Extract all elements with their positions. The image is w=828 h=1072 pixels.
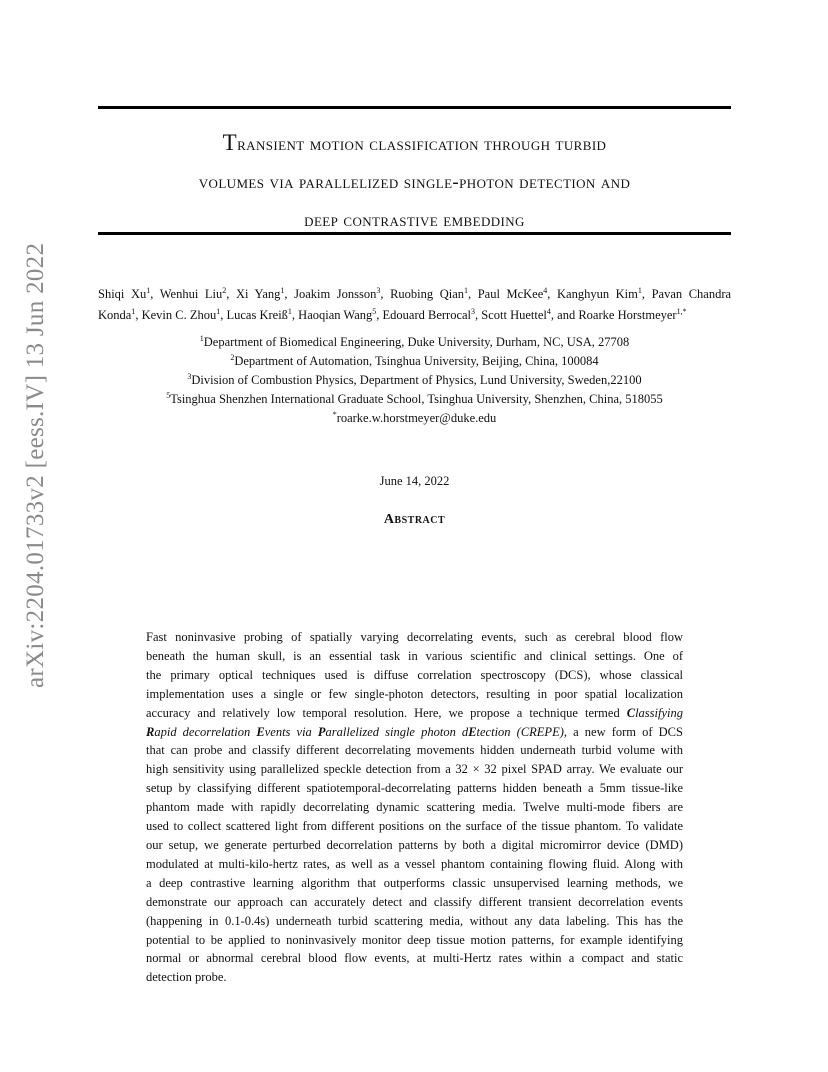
abstract-line xyxy=(146,855,683,874)
author-line: Konda$^1$, Kevin C. Zhou$^1$, Lucas Kreiß$^1$, Haoqian Wang$^5$, Edouard Berrocal$^3$, Scott Huettel$^4$, and Roarke Horstmeyer$^{1,*}$ xyxy=(98,307,687,322)
author-name: Haoqian Wang xyxy=(298,308,373,322)
abstract-line xyxy=(146,798,683,817)
arxiv-identifier: arXiv:2204.01733v2 [eess.IV] 13 Jun 2022 xyxy=(22,242,49,688)
abstract-heading: Abstract xyxy=(383,512,446,527)
affiliation-marker: 1 xyxy=(464,286,468,295)
abstract-text: detection probe. xyxy=(146,970,227,985)
abstract-text: a deep contrastive learning algorithm that outperforms classic unsupervised learning methods, we xyxy=(146,875,683,890)
abstract-line xyxy=(146,874,683,893)
abstract-text: tection (CREPE) xyxy=(476,724,564,739)
abstract-text: potential to be applied to noninvasively monitor deep tissue motion patterns, for example identifying xyxy=(146,932,683,947)
affiliation-marker: 1 xyxy=(216,307,221,316)
affiliation-text: Department of Automation, Tsinghua University, Beijing, China, 100084 xyxy=(234,354,599,368)
paper-date: June 14, 2022 xyxy=(379,474,450,488)
author-name: Joakim Jonsson xyxy=(294,287,377,301)
author-name: Shiqi Xu xyxy=(98,287,147,301)
affiliation-line xyxy=(98,371,731,390)
abstract-line xyxy=(146,779,683,798)
abstract-line xyxy=(146,760,683,779)
affiliation-marker: 1 xyxy=(199,334,204,343)
abstract-line xyxy=(146,931,683,950)
abstract-text: vents via xyxy=(264,724,318,739)
author-name: Wenhui Liu xyxy=(159,287,223,301)
author-name: Kanghyun Kim xyxy=(557,287,638,301)
affiliation-marker: 4 xyxy=(546,307,551,316)
author-name: Paul McKee xyxy=(477,287,544,301)
author-name: Roarke Horstmeyer xyxy=(578,308,677,322)
abstract-body xyxy=(146,628,683,987)
abstract-text: apid decorrelation xyxy=(154,724,257,739)
abstract-line xyxy=(146,836,683,855)
affiliation-marker: 4 xyxy=(543,286,548,295)
author-name: Pavan Chandra xyxy=(651,287,732,301)
affiliation-line xyxy=(98,409,731,428)
abstract-line xyxy=(146,968,683,987)
paper-title xyxy=(98,124,731,240)
abstract-line xyxy=(146,912,683,931)
abstract-text: that can probe and classify different decorrelating movements hidden underneath turbid volume with xyxy=(146,743,683,758)
abstract-text: normal or abnormal cerebral blood flow events, at multi-Hertz rates within a compact and static xyxy=(146,951,683,966)
affiliation-text: Department of Biomedical Engineering, Duke University, Durham, NC, USA, 27708 xyxy=(203,335,630,349)
author-line: Shiqi Xu$^1$, Wenhui Liu$^2$, Xi Yang$^1$, Joakim Jonsson$^3$, Ruobing Qian$^1$, Paul McKee$^4$, Kanghyun Kim$^1$, Pavan Chandra xyxy=(98,286,732,301)
affiliation-text: roarke.w.horstmeyer@duke.edu xyxy=(336,411,497,425)
title-line: volumes via parallelized single-photon detection and xyxy=(198,172,631,193)
affiliation-marker: 1 xyxy=(280,286,285,295)
abstract-line xyxy=(146,647,683,666)
abstract-text: , a new form of DCS xyxy=(563,724,683,739)
abstract-text: our setup, we generate perturbed decorrelation patterns by both a digital micromirror device (DMD) xyxy=(146,837,683,852)
abstract-line xyxy=(146,723,683,742)
abstract-text: accuracy and relatively low temporal resolution. Here, we propose a technique termed xyxy=(146,705,627,720)
affiliation-marker: 3 xyxy=(471,307,476,316)
affiliation-marker: * xyxy=(332,410,337,419)
affiliation-line xyxy=(98,352,731,371)
author-name: Konda xyxy=(98,308,132,322)
title-top-rule xyxy=(98,106,731,109)
abstract-text: setup by classifying different spatiotemporal-decorrelating patterns hidden beneath a 5mm tissue-like xyxy=(146,781,683,796)
affiliation-marker: 5 xyxy=(166,391,171,400)
affiliation-marker: 1 xyxy=(637,286,642,295)
abstract-line xyxy=(146,628,683,647)
affiliation-marker: 5 xyxy=(372,307,377,316)
affiliation-marker: 1 xyxy=(146,286,151,295)
abstract-text: (happening in 0.1-0.4s) underneath turbid scattering media, without any data labeling. This has the xyxy=(146,913,683,928)
title-bottom-rule xyxy=(98,232,731,235)
author-list xyxy=(98,284,731,326)
abstract-line xyxy=(146,685,683,704)
affiliation-text: Tsinghua Shenzhen International Graduate School, Tsinghua University, Shenzhen, China, 518055 xyxy=(170,392,663,406)
affiliation-line xyxy=(98,390,731,409)
abstract-text: C xyxy=(626,705,636,720)
author-name: Kevin C. Zhou xyxy=(141,308,217,322)
title-line: Transient motion classification through turbid xyxy=(222,130,607,155)
affiliation-marker: 1 xyxy=(287,307,292,316)
abstract-line xyxy=(146,949,683,968)
affiliation-marker: 2 xyxy=(222,286,227,295)
abstract-text: beneath the human skull, is an essential task in various scientific and clinical settings. One of xyxy=(146,648,683,663)
abstract-text: phantom made with rapidly decorrelating dynamic scattering media. Twelve multi-mode fibers are xyxy=(146,800,683,815)
affiliation-marker: 1 xyxy=(131,307,136,316)
abstract-text: R xyxy=(146,724,155,739)
abstract-line xyxy=(146,893,683,912)
affiliation-marker: 3 xyxy=(376,286,381,295)
title-line: deep contrastive embedding xyxy=(304,210,525,231)
author-name: Lucas Kreiß xyxy=(226,308,288,322)
abstract-line xyxy=(146,666,683,685)
author-name: Scott Huettel xyxy=(481,308,547,322)
affiliation-marker: 3 xyxy=(187,372,192,381)
abstract-line xyxy=(146,741,683,760)
affiliation-marker: 2 xyxy=(230,353,235,362)
abstract-text: modulated at multi-kilo-hertz rates, as well as a vessel phantom containing flowing fluid. Along with xyxy=(146,856,683,871)
abstract-text: Fast noninvasive probing of spatially varying decorrelating events, such as cerebral blood flow xyxy=(146,630,683,644)
author-name: Edouard Berrocal xyxy=(382,308,472,322)
abstract-text: P xyxy=(317,724,326,739)
abstract-line xyxy=(146,817,683,836)
abstract-text: the primary optical techniques used is diffuse correlation spectroscopy (DCS), whose classical xyxy=(146,667,683,682)
affiliation-line xyxy=(98,333,731,352)
affiliation-text: Division of Combustion Physics, Department of Physics, Lund University, Sweden,22100 xyxy=(191,373,642,387)
author-name: Xi Yang xyxy=(235,287,281,301)
abstract-text: lassifying xyxy=(635,705,683,720)
abstract-text: demonstrate our approach can accurately detect and classify different transient decorrelation events xyxy=(146,894,683,909)
abstract-text: E xyxy=(256,724,265,739)
affiliation-marker: 1,* xyxy=(676,307,687,316)
abstract-text: E xyxy=(468,724,477,739)
abstract-text: arallelized single photon d xyxy=(325,724,469,739)
abstract-line xyxy=(146,704,683,723)
abstract-text: implementation uses a single or few single-photon detectors, resulting in poor spatial localization xyxy=(146,686,683,701)
abstract-text: used to collect scattered light from different positions on the surface of the tissue phantom. To validate xyxy=(146,819,683,834)
author-name: Ruobing Qian xyxy=(390,287,464,301)
affiliations xyxy=(98,333,731,428)
abstract-text: high sensitivity using parallelized speckle detection from a 32 × 32 pixel SPAD array. We evaluate our xyxy=(146,762,683,777)
